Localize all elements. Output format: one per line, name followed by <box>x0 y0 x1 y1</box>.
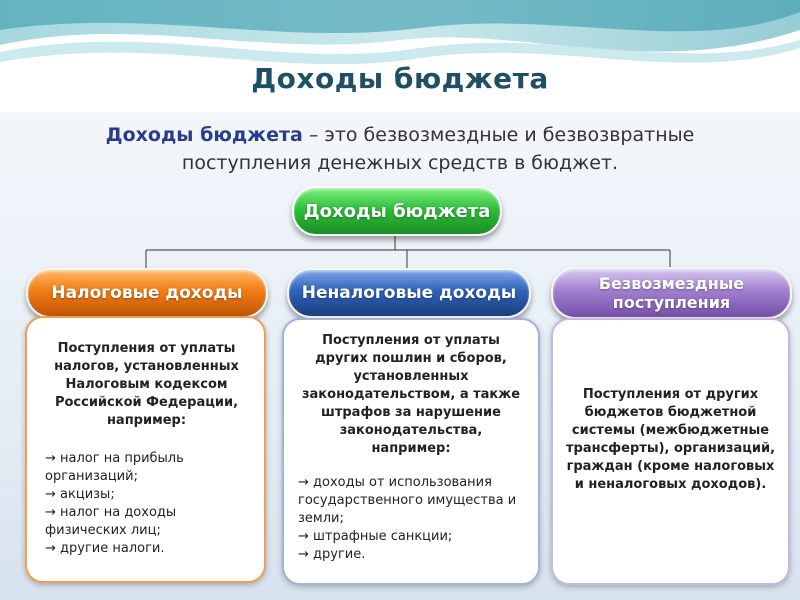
definition-term: Доходы бюджета <box>105 124 303 146</box>
list-item: → налог на прибыль организаций; <box>45 451 184 484</box>
list-item: → другие. <box>298 547 366 562</box>
branch-nontax-description: Поступления от уплаты других пошлин и сборов, установленных законодательством, а также штрафов за нарушение законодательства, например: <box>301 333 521 456</box>
branch-nontax-box <box>282 318 540 585</box>
list-item: → акцизы; <box>45 487 115 502</box>
branch-free-description: Поступления от других бюджетов бюджетной системы (межбюджетные трансферты), организаций, граждан (кроме налоговых и неналоговых доходов). <box>565 387 776 492</box>
branch-tax-header: Налоговые доходы <box>26 268 268 318</box>
branch-nontax-header: Неналоговые доходы <box>287 268 531 318</box>
root-node: Доходы бюджета <box>292 186 502 236</box>
branch-tax-examples <box>45 450 248 558</box>
branch-tax-box <box>25 316 266 583</box>
slide-title: Доходы бюджета <box>251 62 549 95</box>
definition-body: – это безвозмездные и безвозвратные поступления денежных средств в бюджет. <box>181 124 695 174</box>
list-item: → налог на доходы физических лиц; <box>45 505 177 538</box>
definition-text <box>60 121 740 177</box>
branch-free-header: Безвозмездные поступления <box>551 267 792 319</box>
branch-nontax-examples <box>298 474 524 564</box>
list-item: → другие налоги. <box>45 541 165 556</box>
branch-tax-description: Поступления от уплаты налогов, установленных Налоговым кодексом Российской Федерации, например: <box>54 341 239 428</box>
list-item: → штрафные санкции; <box>298 529 453 544</box>
list-item: → доходы от использования государственного имущества и земли; <box>298 475 517 526</box>
header-wave-decoration <box>0 0 800 115</box>
branch-free-box <box>551 318 790 585</box>
